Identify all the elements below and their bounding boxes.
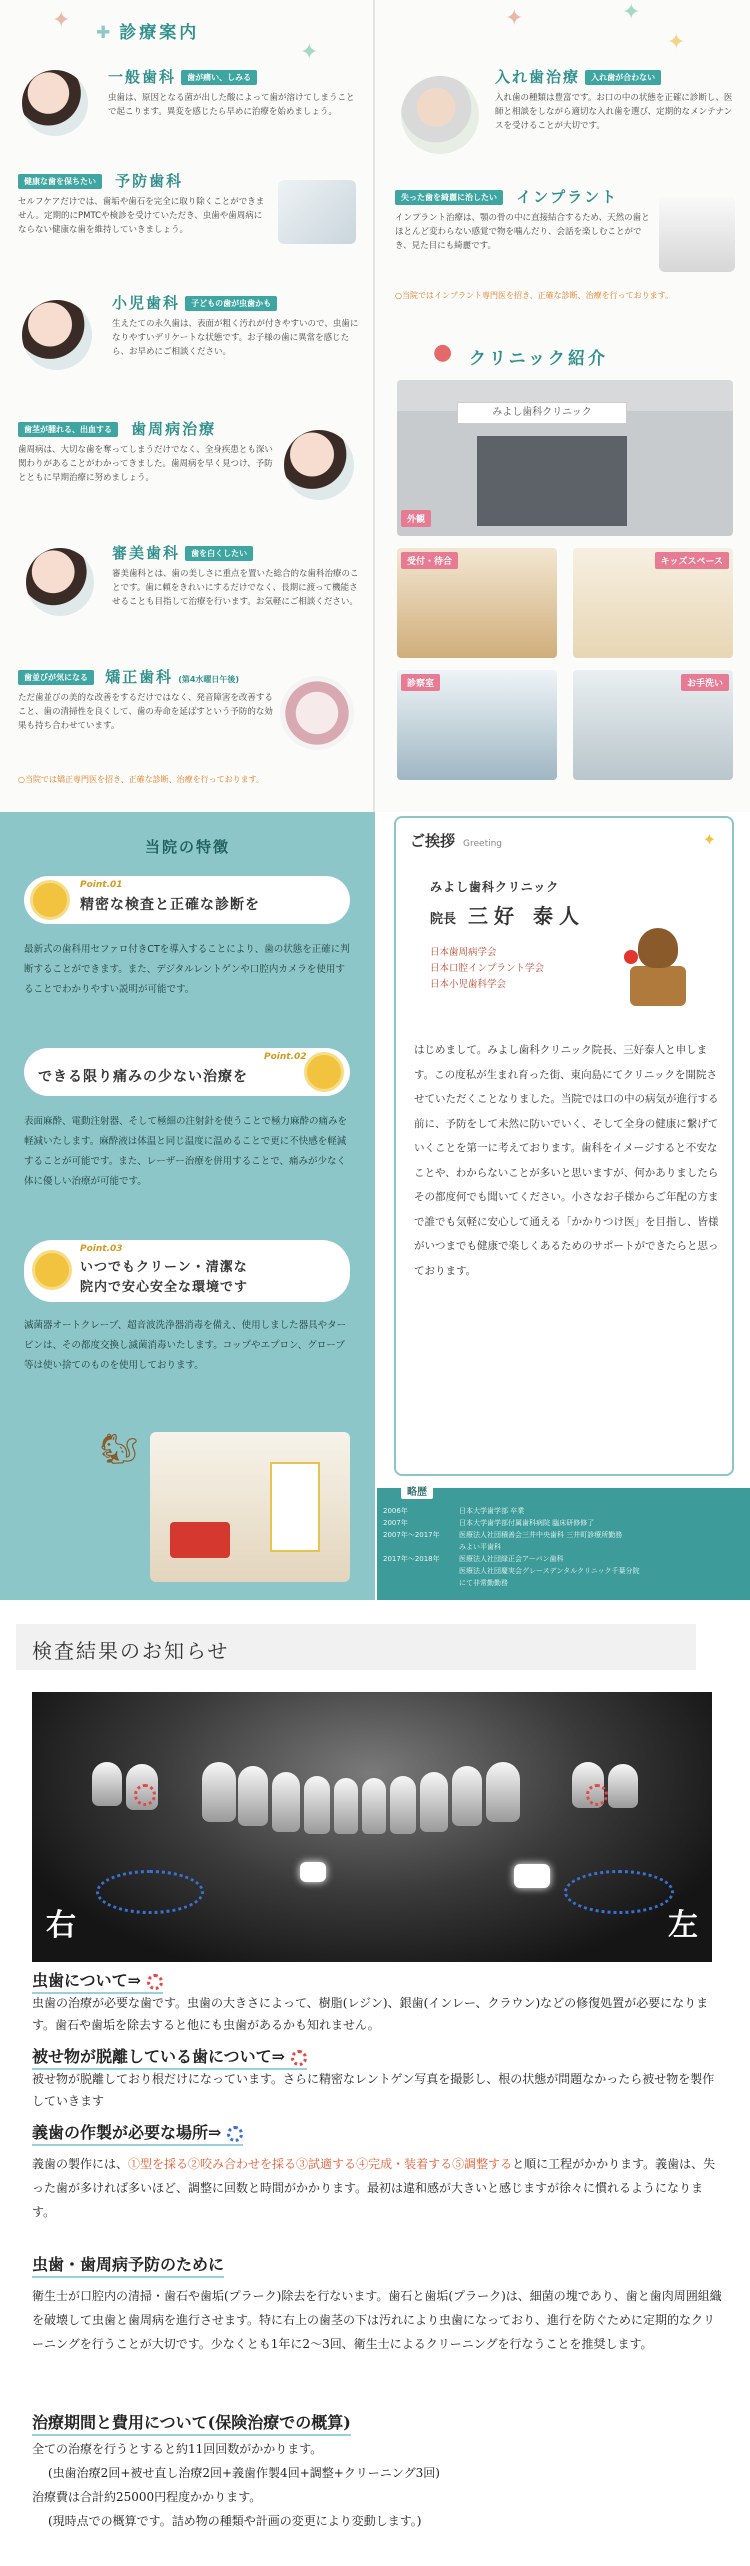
red-sofa [170,1522,230,1558]
tooth-coin-icon [30,880,70,920]
service-name: 一般歯科 [108,68,177,86]
service-denture [495,66,740,133]
blue-dotted-circle-icon [227,2126,243,2142]
treatment-room-photo [397,670,557,780]
squirrel-stump-illustration [620,918,696,1008]
sparkle-icon: ✦ [702,830,716,849]
career-row: 2006年 日本大学歯学部 卒業 [383,1507,525,1515]
prevention-heading: 虫歯・歯周病予防のために [32,2252,224,2278]
service-name: 入れ歯治療 [495,68,581,86]
greeting-clinic-name: みよし歯科クリニック [430,880,560,894]
point-title: 精密な検査と正確な診断を [80,897,260,913]
career-row: 医療法人社団慶実会グレースデンタルクリニック千葉分院 [459,1567,640,1575]
career-row: 2017年～2018年 医療法人社団緑正会アーバン歯科 [383,1555,564,1563]
point-title-line1: いつでもクリーン・清潔な [80,1260,248,1275]
service-desc: 入れ歯の種類は豊富です。お口の中の状態を正確に診断し、医師と相談をしながら適切な入れ歯を選び、定期的なメンテナンスを受けることが大切です。 [495,93,733,131]
kids-space-photo [573,548,733,658]
point-number: Point.01 [80,880,123,890]
tooth-coin-icon [304,1052,344,1092]
service-schedule: (第4水曜日午後) [178,675,240,684]
service-name: インプラント [516,188,619,206]
brochure-services-panel [0,0,750,812]
cost-heading: 治療期間と費用について(保険治療での概算) [32,2410,351,2436]
service-desc: セルフケアだけでは、歯垢や歯石を完全に取り除くことができません。定期的にPMTCや検診を受けていただき、虫歯や歯周病にならない健康な歯を維持していきましょう。 [18,197,265,235]
point-number: Point.03 [80,1244,123,1254]
child-photo [22,300,92,370]
photo-label: 外観 [401,510,431,527]
services-title: ✚ 診療案内 [96,23,200,43]
denture-area-marker [564,1870,674,1914]
service-desc: インプラント治療は、顎の骨の中に直接結合するため、天然の歯とほとんど変わらない感覚で物を噛んだり、会話を楽しむことができ、見た目にも綺麗です。 [395,213,650,251]
elderly-couple-photo [401,76,479,154]
exam-title: 検査結果のお知らせ [32,1639,230,1663]
crown-off-heading: 被せ物が脱離している歯について⇒ [32,2044,307,2070]
career-row: みよい平歯科 [459,1543,501,1551]
service-general [108,66,358,119]
society: 日本歯周病学会 [430,947,497,958]
xray-right-label: 右 [46,1908,76,1943]
career-row: にて非常勤勤務 [459,1579,508,1587]
greeting-card [394,816,734,1476]
xray-left-label: 左 [668,1908,698,1943]
service-tag: 失った歯を綺麗に治したい [395,190,503,205]
denture-area-marker [96,1870,204,1914]
toilet-photo [573,670,733,780]
director-name: 院長 三好 泰人 [430,904,585,928]
denture-heading: 義歯の作製が必要な場所⇒ [32,2120,243,2146]
service-name: 矯正歯科 [105,668,174,686]
point-card-1 [24,876,350,924]
point-card-2 [24,1048,350,1096]
apple-icon: ● [433,340,453,365]
prevention-text: 衛生士が口腔内の清掃・歯石や歯垢(プラーク)除去を行ないます。歯石と歯垢(プラーク)は、細菌の塊であり、歯と歯肉周囲組織を破壊して虫歯と歯周病を進行させます。特に右上の歯茎の下は汚れにより虫歯になっており、進行を防ぐために定期的なクリーニングを行うことが大切です。少なくとも1年に2～3回、衛生士によるクリーニングを行なうことを推奨します。 [32,2289,722,2351]
service-name: 小児歯科 [112,294,181,312]
service-desc: 生えたての永久歯は、表面が粗く汚れが付きやすいので、虫歯になりやすいデリケートな状態です。お子様の歯に異常を感じたら、お早めにご相談ください。 [112,319,359,357]
door [270,1462,320,1552]
brochure-features-panel [0,812,750,1600]
service-pediatric [112,292,362,359]
panoramic-xray [32,1692,712,1962]
photo-label: お手洗い [681,674,729,691]
point-title: できる限り痛みの少ない治療を [38,1069,248,1085]
service-tag: 入れ歯が合わない [585,70,661,85]
woman-photo [284,430,354,500]
point-body: 滅菌器オートクレーブ、超音波洗浄器消毒を備え、使用しました器具やタービンは、その都度交換し滅菌消毒いたします。コップやエプロン、グローブ等は使い捨てのものを使用しております。 [24,1320,347,1371]
crown-off-text: 被せ物が脱離しており根だけになっています。さらに精密なレントゲン写真を撮影し、根の状態が問題なかったら被せ物を製作していきます [32,2072,715,2108]
caries-heading: 虫歯について⇒ [32,1968,163,1994]
entrance [477,436,627,526]
features-title: 当院の特徴 [144,838,230,856]
service-ortho [18,666,280,733]
service-tag: 歯を白くしたい [185,546,253,561]
squirrel-icon: 🐿 [100,1432,139,1467]
point-card-3 [24,1240,350,1302]
point-number: Point.02 [264,1052,307,1062]
service-tag: 健康な歯を保ちたい [18,174,102,189]
society: 日本小児歯科学会 [430,979,507,990]
service-tag: 歯並びが気になる [18,670,94,685]
patient-photo [22,70,88,136]
point-body: 最新式の歯科用セファロ付きCTを導入することにより、歯の状態を正確に判断することができます。また、デジタルレントゲンや口腔内カメラを使用することでわかりやすい説明が可能です。 [24,944,350,995]
cost-line: 全ての治療を行うとすると約11回回数がかかります。 [32,2442,323,2456]
exam-results-section [0,1600,750,2566]
sparkle-icon: ✦ [505,6,524,31]
service-preventive [18,170,268,237]
photo-label: 受付・待合 [401,552,458,569]
greeting-title: ご挨拶 Greeting [410,832,503,850]
service-desc: 審美歯科とは、歯の美しさに重点を置いた総合的な歯科治療のことです。歯に頼をきれいにするだけでなく、長期に渡って機能させることも目指して治療を行います。お気軽にご相談ください。 [112,569,359,607]
services-right-column [377,0,750,812]
service-desc: ただ歯並びの美的な改善をするだけではなく、発音障害を改善すること、歯の清掃性を良くして、歯の寿命を延ばすという予防的な効果も持ち合わせています。 [18,693,273,731]
exterior-photo [397,380,733,536]
sparkle-icon: ✦ [300,40,319,65]
ortho-note: ○当院では矯正専門医を招き、正確な診断、治療を行っております。 [18,775,265,784]
service-desc: 歯周病は、大切な歯を奪ってしまうだけでなく、全身疾患とも深い関わりがあることがわかってきました。歯周病を早く見つけ、予防とともに早期治療に努めましょう。 [18,445,273,483]
service-tag: 歯が痛い、しみる [181,70,257,85]
service-tag: 歯茎が腫れる、出血する [18,422,118,437]
cost-line: 治療費は合計約25000円程度かかります。 [32,2490,262,2504]
point-title-line2: 院内で安心安全な環境です [80,1280,249,1295]
greeting-message: はじめまして。みよし歯科クリニック院長、三好泰人と申します。この度私が生まれ育った街、東向島にてクリニックを開院させていただくことなりました。当院では口の中の病気が進行する前に、予防をして未然に防いでいく、そして全身の健康に繋げていくことを第一に考えております。歯科をイメージすると不安なことや、わからないことが多いと思いますが、何かありましたらその都度何でも聞いてください。小さなお子様からご年配の方まで誰でも気軽に安心して通える「かかりつけ医」を目指し、皆様がいつまでも健康で楽しくあるためのサポートができたらと思っております。 [414,1044,719,1277]
services-left-column [0,0,375,812]
service-cosmetic [112,542,362,609]
smile-photo [26,548,94,616]
denture-text: 義歯の製作には、①型を採る②咬み合わせを採る③試適する④完成・装着する⑤調整すると順に工程がかかります。義歯は、失った歯が多ければ多いほど、調整に回数と時間がかかります。最初は違和感が大きいと感じますが徐々に慣れるようになります。 [32,2157,716,2219]
service-name: 歯周病治療 [131,420,217,438]
exam-title-bar [16,1624,696,1670]
point-body: 表面麻酔、電動注射器、そして極細の注射針を使うことで極力麻酔の痛みを軽減いたします。麻酔液は体温と同じ温度に温めることで更に不快感を軽減することが可能です。また、レーザー治療を併用することで、痛みが少なく体に優しい治療が可能です。 [24,1116,348,1187]
features-section [0,812,375,1600]
caries-marker [586,1784,608,1806]
clinic-sign: みよし歯科クリニック [457,402,627,424]
red-dotted-circle-icon [291,2050,307,2066]
implant-photo [659,196,735,272]
cost-line: (虫歯治療2回+被せ直し治療2回+義歯作製4回+調整+クリーニング3回) [48,2466,440,2480]
red-dotted-circle-icon [147,1974,163,1990]
career-section [377,1488,750,1600]
society: 日本口腔インプラント学会 [430,963,545,974]
photo-label: キッズスペース [655,552,729,569]
career-row: 2007年～2017年 医療法人社団積善会三井中央歯科 三井町診療所勤務 [383,1531,623,1539]
cost-line: (現時点での概算です。詰め物の種類や計画の変更により変動します。) [48,2514,422,2528]
service-desc: 虫歯は、原因となる菌が出した酸によって歯が溶けてしまうことで起こります。異変を感じたら早めに治療を始めましょう。 [108,93,355,117]
career-title: 略歴 [401,1482,433,1499]
service-periodontal [18,418,280,485]
sparkle-icon: ✦ [52,8,71,33]
reception-photo [397,548,557,658]
tooth-coin-icon [32,1250,72,1290]
service-implant [395,186,657,253]
braces-photo [280,676,354,750]
career-row: 2007年 日本大学歯学部付属歯科病院 臨床研修修了 [383,1519,595,1527]
caries-text: 虫歯の治療が必要な歯です。虫歯の大きさによって、樹脂(レジン)、銀歯(インレー、クラウン)などの修復処置が必要になります。歯石や歯垢を除去すると他にも虫歯があるかも知れません。 [32,1996,709,2032]
caries-marker [134,1784,156,1806]
service-name: 審美歯科 [112,544,181,562]
sparkle-icon: ✦ [667,30,686,55]
service-name: 予防歯科 [115,172,184,190]
clinic-intro-title: クリニック紹介 [469,349,608,369]
photo-label: 診察室 [401,674,440,691]
toothbrush-photo [278,180,356,244]
sparkle-icon: ✦ [622,0,641,25]
implant-note: ○当院ではインプラント専門医を招き、正確な診断、治療を行っております。 [395,291,674,300]
interior-photo [150,1432,350,1582]
service-tag: 子どもの歯が虫歯かも [185,296,277,311]
